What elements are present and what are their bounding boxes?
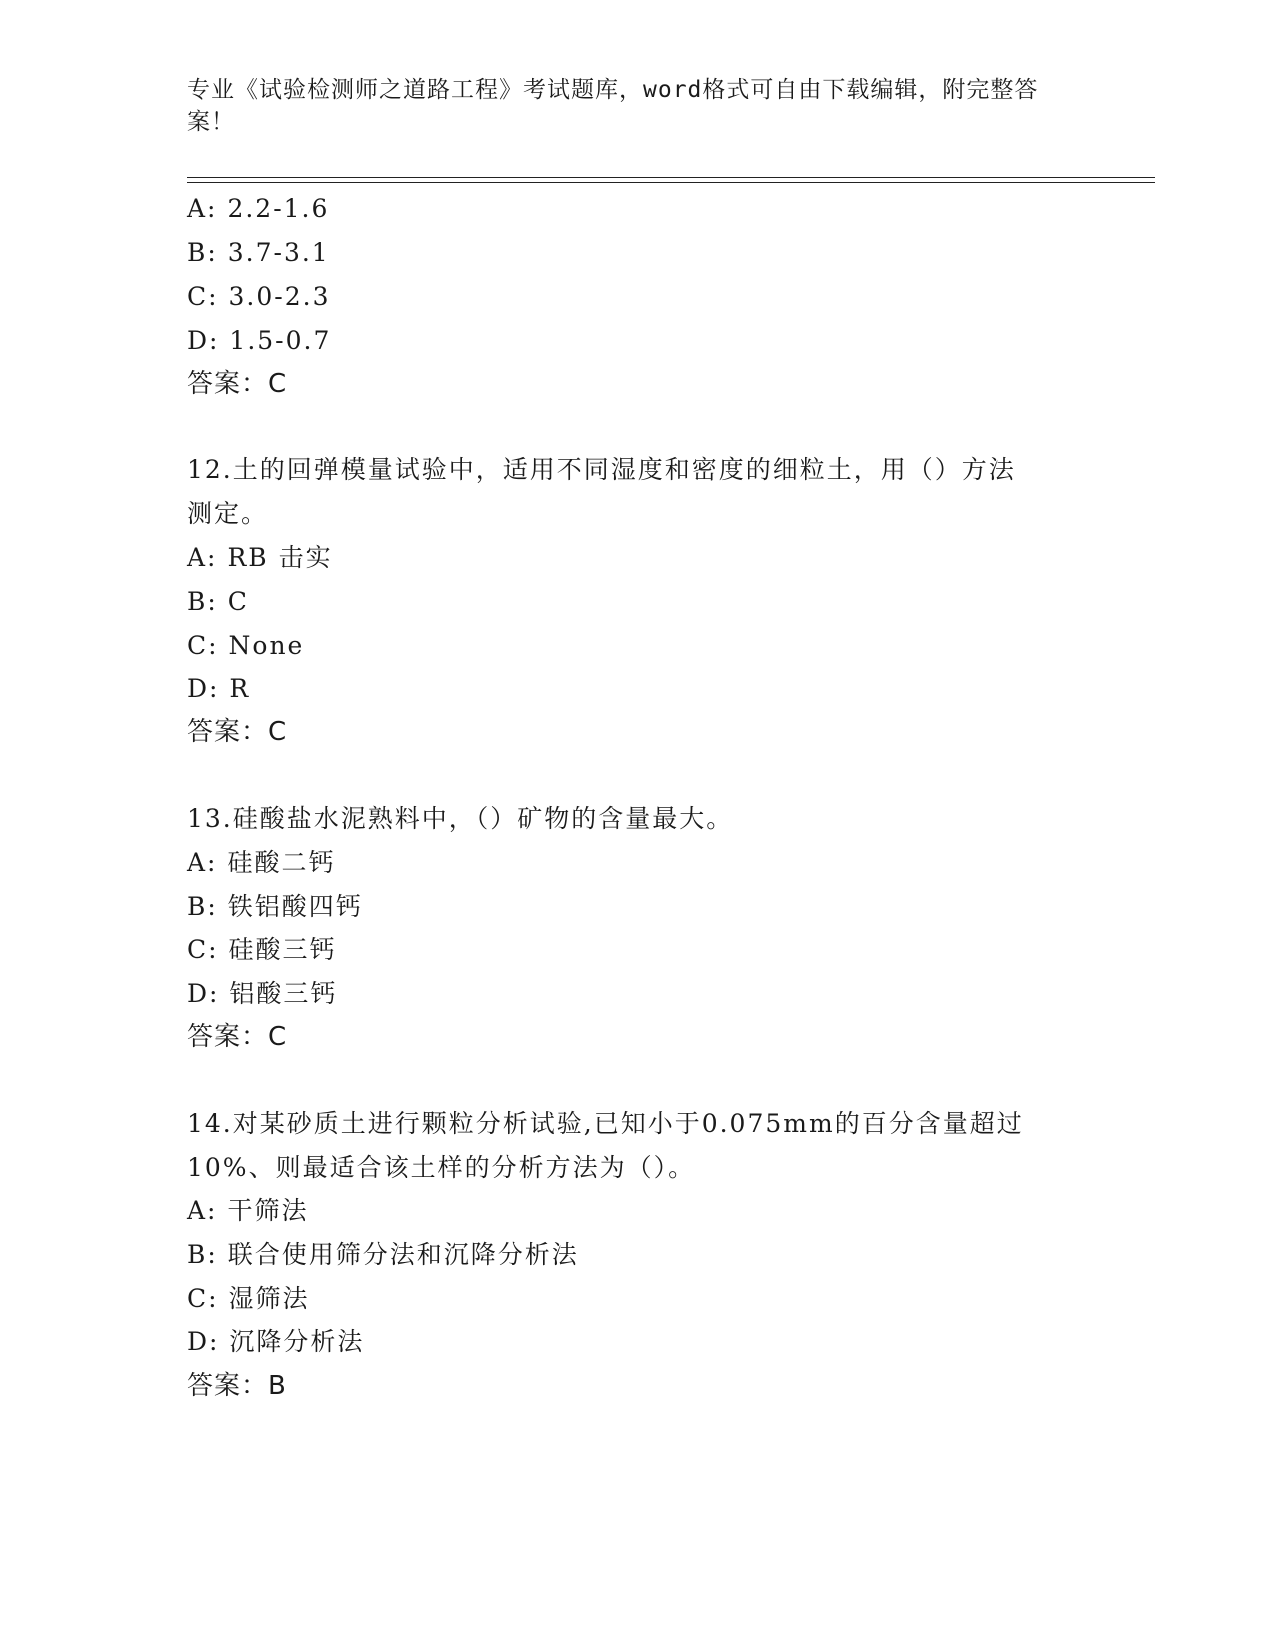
q14-option-b xyxy=(187,1238,579,1272)
option-label: A: xyxy=(187,194,218,223)
option-text: 1.5-0.7 xyxy=(229,326,332,355)
q13-question-line1: 13.硅酸盐水泥熟料中，（）矿物的含量最大。 xyxy=(187,804,734,833)
q14-question-line2: 10%、则最适合该土样的分析方法为（）。 xyxy=(187,1153,696,1182)
option-text: 沉降分析法 xyxy=(229,1327,365,1356)
option-label: A: xyxy=(187,1196,218,1225)
document-header: 专业《试验检测师之道路工程》考试题库，word格式可自由下载编辑，附完整答案！ xyxy=(187,77,1039,135)
option-label: C: xyxy=(187,282,219,311)
option-text: None xyxy=(228,631,305,660)
header-divider-bottom xyxy=(187,182,1155,183)
option-label: C: xyxy=(187,1284,219,1313)
option-label: D: xyxy=(187,326,220,355)
q14-answer: 答案：B xyxy=(187,1371,287,1401)
q11-option-c xyxy=(187,280,330,314)
q11-answer: 答案：C xyxy=(187,369,288,399)
q13-option-d xyxy=(187,977,337,1011)
option-text: 干筛法 xyxy=(227,1196,309,1225)
q13-option-b xyxy=(187,890,363,924)
option-text: 硅酸三钙 xyxy=(228,935,337,964)
q12-option-c xyxy=(187,629,304,663)
option-text: 湿筛法 xyxy=(228,1284,310,1313)
q14-option-a xyxy=(187,1194,308,1228)
q12-answer: 答案：C xyxy=(187,717,288,747)
option-label: B: xyxy=(187,238,218,267)
q14-question-line1: 14.对某砂质土进行颗粒分析试验,已知小于0.075mm的百分含量超过 xyxy=(187,1109,1024,1138)
q11-option-d xyxy=(187,324,331,358)
option-label: D: xyxy=(187,979,220,1008)
q11-option-a xyxy=(187,192,329,226)
option-label: A: xyxy=(187,543,218,572)
q14-option-c xyxy=(187,1282,310,1316)
option-text: 铝酸三钙 xyxy=(229,979,338,1008)
option-label: A: xyxy=(187,848,218,877)
option-label: C: xyxy=(187,631,219,660)
option-label: B: xyxy=(187,1240,218,1269)
q13-option-a xyxy=(187,846,335,880)
q13-answer: 答案：C xyxy=(187,1022,288,1052)
option-label: D: xyxy=(187,674,220,703)
q12-option-b xyxy=(187,585,249,619)
option-text: RB 击实 xyxy=(227,543,333,572)
option-text: 3.0-2.3 xyxy=(228,282,331,311)
q12-question-line1: 12.土的回弹模量试验中，适用不同湿度和密度的细粒土，用（）方法 xyxy=(187,455,1016,484)
option-text: 3.7-3.1 xyxy=(227,238,330,267)
option-text: R xyxy=(229,674,251,703)
option-text: 联合使用筛分法和沉降分析法 xyxy=(227,1240,579,1269)
option-label: B: xyxy=(187,587,218,616)
q14-option-d xyxy=(187,1325,364,1359)
option-label: C: xyxy=(187,935,219,964)
q11-option-b xyxy=(187,236,330,270)
option-label: B: xyxy=(187,892,218,921)
option-text: 铁铝酸四钙 xyxy=(227,892,363,921)
header-divider-top xyxy=(187,177,1155,178)
q13-option-c xyxy=(187,933,337,967)
option-label: D: xyxy=(187,1327,220,1356)
q12-option-a xyxy=(187,541,333,575)
option-text: 2.2-1.6 xyxy=(227,194,330,223)
option-text: C xyxy=(227,587,249,616)
option-text: 硅酸二钙 xyxy=(227,848,336,877)
q12-question-line2: 测定。 xyxy=(187,499,269,528)
q12-option-d xyxy=(187,672,250,706)
